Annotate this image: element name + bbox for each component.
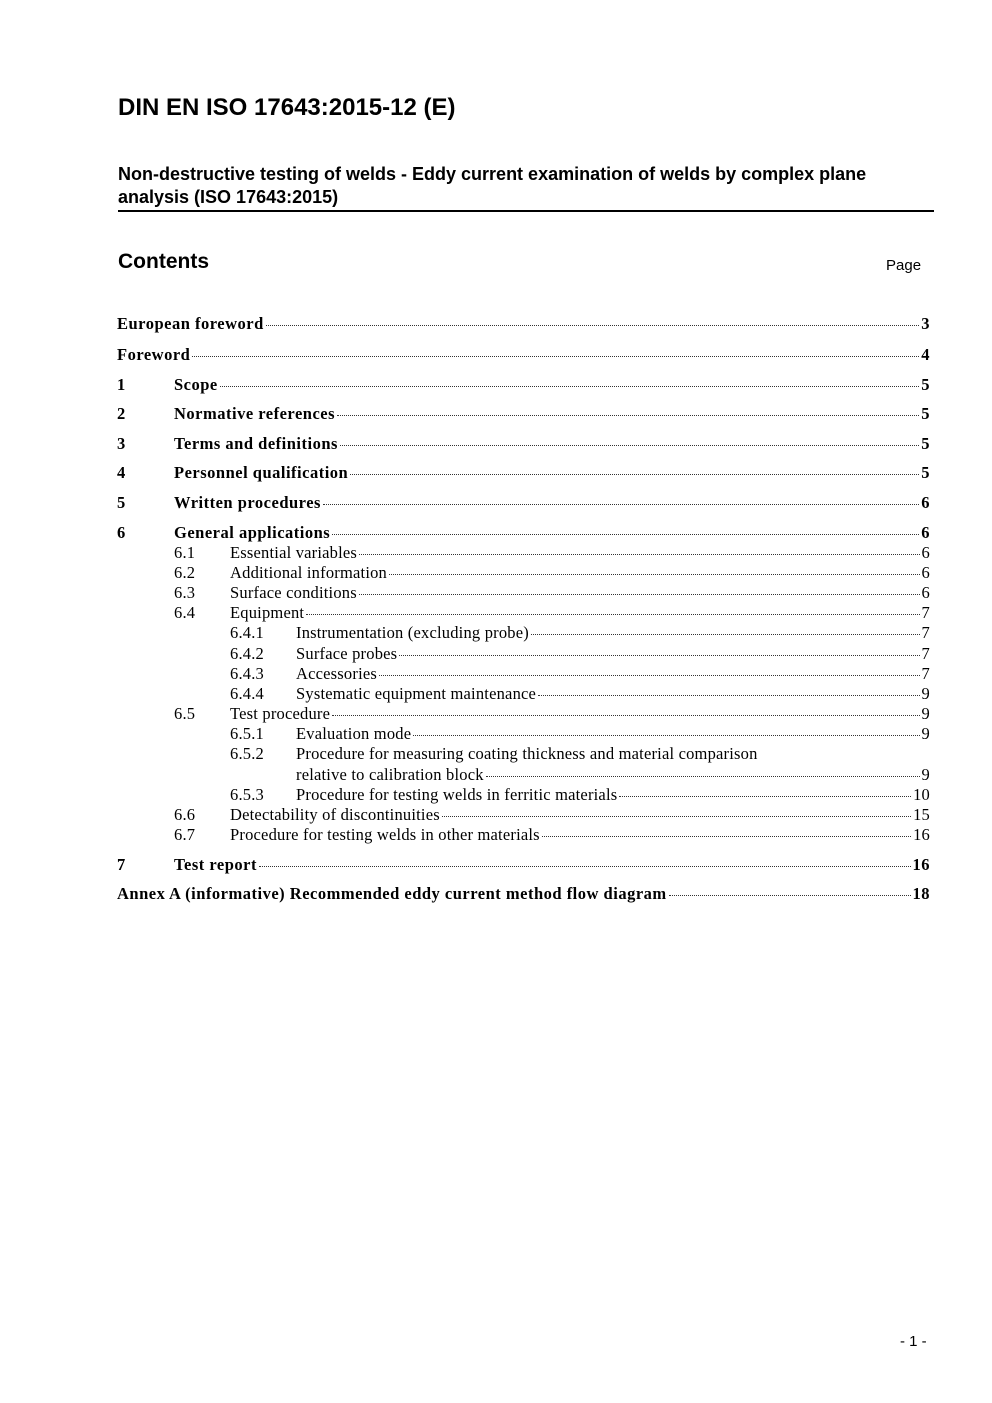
toc-entry-label: Equipment: [230, 603, 305, 622]
toc-entry-label: Written procedures: [174, 493, 321, 512]
toc-entry-page: 9: [921, 765, 930, 784]
toc-entry[interactable]: [117, 434, 930, 454]
dot-leader: [399, 655, 919, 656]
toc-entry[interactable]: [174, 805, 930, 825]
toc-entry-label: European foreword: [117, 314, 264, 333]
toc-entry-number: 6.1: [174, 543, 196, 562]
toc-entry[interactable]: [174, 704, 930, 724]
toc-entry-page: 7: [921, 603, 930, 622]
toc-entry[interactable]: [174, 603, 930, 623]
toc-entry[interactable]: [230, 684, 930, 704]
toc-entry-label: Foreword: [117, 345, 191, 364]
toc-entry[interactable]: [230, 664, 930, 684]
toc-entry-number: 6.5.3: [230, 785, 264, 804]
dot-leader: [220, 386, 920, 387]
toc-entry-number: 6.4.1: [230, 623, 264, 642]
toc-entry-label: Scope: [174, 375, 218, 394]
toc-entry-number: 5: [117, 493, 126, 512]
contents-heading: Contents: [118, 250, 209, 273]
toc-entry-number: 2: [117, 404, 126, 423]
document-subtitle: Non-destructive testing of welds - Eddy current examination of welds by complex plane analysis (ISO 17643:2015): [118, 164, 867, 207]
toc-entry-page: 7: [921, 623, 930, 642]
toc-entry-page: 15: [913, 805, 930, 824]
toc-entry-label: Detectability of discontinuities: [230, 805, 440, 824]
toc-entry-page: 7: [921, 644, 930, 663]
toc-entry-continuation[interactable]: [296, 765, 930, 785]
toc-entry[interactable]: [117, 855, 930, 875]
toc-entry-page: 9: [921, 704, 930, 723]
toc-entry-page: 10: [913, 785, 930, 804]
toc-entry-number: 3: [117, 434, 126, 453]
dot-leader: [413, 735, 919, 736]
dot-leader: [306, 614, 919, 615]
toc-entry-label: Evaluation mode: [296, 724, 412, 743]
toc-entry-page: 4: [921, 345, 930, 364]
toc-entry-page: 5: [921, 404, 930, 423]
toc-entry[interactable]: [174, 583, 930, 603]
dot-leader: [669, 895, 911, 896]
dot-leader: [337, 415, 919, 416]
document-title: DIN EN ISO 17643:2015-12 (E): [118, 94, 456, 121]
toc-entry-label: Surface conditions: [230, 583, 357, 602]
page-column-label: Page: [886, 257, 922, 274]
dot-leader: [359, 554, 919, 555]
toc-entry-page: 5: [921, 375, 930, 394]
dot-leader: [359, 594, 920, 595]
toc-entry-label: Accessories: [296, 664, 378, 683]
toc-entry-label: Procedure for testing welds in other materials: [230, 825, 540, 844]
page-number: - 1 -: [900, 1333, 927, 1350]
toc-entry-page: 3: [921, 314, 930, 333]
toc-entry[interactable]: [117, 523, 930, 543]
toc-entry-number: 1: [117, 375, 126, 394]
toc-entry-page: 6: [921, 583, 930, 602]
toc-entry[interactable]: [230, 644, 930, 664]
toc-entry-label: Personnel qualification: [174, 463, 349, 482]
toc-entry-label: Test report: [174, 855, 257, 874]
toc-entry-label: Surface probes: [296, 644, 398, 663]
toc-entry[interactable]: [117, 404, 930, 424]
dot-leader: [332, 534, 919, 535]
toc-entry[interactable]: [117, 884, 930, 904]
toc-entry-page: 5: [921, 463, 930, 482]
toc-entry-number: 6: [117, 523, 126, 542]
toc-entry-label: Additional information: [230, 563, 388, 582]
dot-leader: [350, 474, 919, 475]
toc-entry-number: 6.6: [174, 805, 196, 824]
toc-entry-number: 6.5: [174, 704, 196, 723]
dot-leader: [323, 504, 919, 505]
toc-entry-page: 9: [921, 684, 930, 703]
toc-entry-label: Procedure for testing welds in ferritic materials: [296, 785, 618, 804]
toc-entry[interactable]: [230, 744, 930, 764]
toc-entry-page: 18: [912, 884, 930, 903]
toc-entry-number: 6.2: [174, 563, 196, 582]
toc-entry-page: 7: [921, 664, 930, 683]
toc-entry-label: Test procedure: [230, 704, 331, 723]
dot-leader: [379, 675, 920, 676]
toc-entry-label: General applications: [174, 523, 331, 542]
toc-entry-page: 6: [921, 563, 930, 582]
toc-entry[interactable]: [117, 493, 930, 513]
dot-leader: [538, 695, 919, 696]
dot-leader: [192, 356, 919, 357]
toc-entry[interactable]: [117, 463, 930, 483]
toc-entry-label: Systematic equipment maintenance: [296, 684, 537, 703]
toc-entry-page: 6: [921, 543, 930, 562]
dot-leader: [542, 836, 911, 837]
toc-entry-number: 6.7: [174, 825, 196, 844]
toc-entry-page: 9: [921, 724, 930, 743]
toc-entry[interactable]: [174, 563, 930, 583]
toc-entry[interactable]: [230, 724, 930, 744]
toc-entry-label: Essential variables: [230, 543, 358, 562]
toc-entry[interactable]: [117, 375, 930, 395]
toc-entry-label: Normative references: [174, 404, 336, 423]
toc-entry[interactable]: [174, 543, 930, 563]
toc-entry[interactable]: [230, 785, 930, 805]
toc-entry-number: 6.4.4: [230, 684, 264, 703]
toc-entry-page: 6: [921, 523, 930, 542]
toc-entry-number: 6.4.3: [230, 664, 264, 683]
toc-entry-number: 7: [117, 855, 126, 874]
dot-leader: [332, 715, 919, 716]
dot-leader: [266, 325, 919, 326]
toc-entry-page: 5: [921, 434, 930, 453]
toc-entry-label: Procedure for measuring coating thickness and material comparison: [296, 744, 758, 763]
toc-entry[interactable]: [117, 345, 930, 365]
toc-entry-number: 6.4.2: [230, 644, 264, 663]
toc-entry-number: 6.5.2: [230, 744, 264, 763]
toc-entry-page: 6: [921, 493, 930, 512]
toc-entry-label: Terms and definitions: [174, 434, 338, 453]
dot-leader: [531, 634, 920, 635]
dot-leader: [389, 574, 920, 575]
dot-leader: [259, 866, 911, 867]
toc-entry-label: Annex A (informative) Recommended eddy current method flow diagram: [117, 884, 667, 903]
dot-leader: [619, 796, 911, 797]
toc-entry[interactable]: [230, 623, 930, 643]
dot-leader: [486, 776, 920, 777]
dot-leader: [340, 445, 919, 446]
toc-entry-label: Instrumentation (excluding probe): [296, 623, 529, 642]
toc-entry[interactable]: [117, 314, 930, 334]
toc-entry-number: 6.5.1: [230, 724, 264, 743]
toc-entry-page: 16: [913, 825, 930, 844]
dot-leader: [442, 816, 911, 817]
toc-entry-page: 16: [912, 855, 930, 874]
toc-entry-number: 6.4: [174, 603, 196, 622]
toc-entry[interactable]: [174, 825, 930, 845]
toc-entry-number: 4: [117, 463, 126, 482]
toc-entry-label-continued: relative to calibration block: [296, 765, 484, 784]
toc-entry-number: 6.3: [174, 583, 196, 602]
